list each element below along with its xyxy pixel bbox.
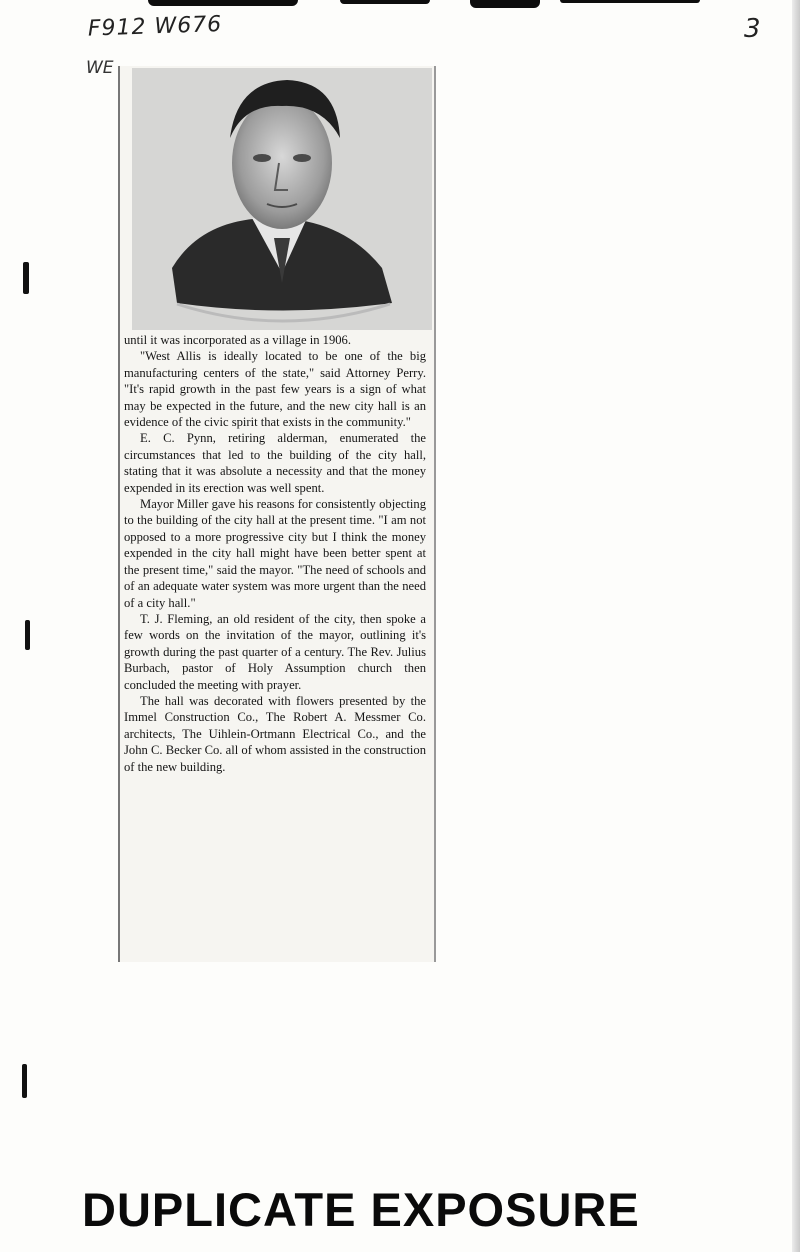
newspaper-clipping (118, 66, 436, 962)
article-paragraph: T. J. Fleming, an old resident of the city, then spoke a few words on the invitation of the mayor, outlining it's growth during the past quarter of a century. The Rev. Julius Burbach, pastor of Holy Assumption church then concluded the meeting with prayer. (124, 611, 426, 692)
article-paragraph: The hall was decorated with flowers presented by the Immel Construction Co., The Robert A. Messmer Co. architects, The Uihlein-Ortmann Electrical Co., and the John C. Becker Co. all of whom assisted in the construction of the new building. (124, 693, 426, 774)
portrait-image (132, 68, 432, 330)
handwritten-page-number: 3 (744, 14, 761, 44)
article-body (124, 332, 426, 775)
article-paragraph: until it was incorporated as a village in 1906. (124, 333, 351, 347)
handwritten-call-number: F912 W676 (87, 11, 223, 42)
clipping-edge (434, 66, 436, 962)
portrait-photo (132, 68, 432, 330)
margin-mark (22, 1064, 27, 1098)
scan-top-edge (0, 0, 800, 10)
clipping-edge (118, 66, 120, 962)
margin-mark (25, 620, 30, 650)
article-paragraph: E. C. Pynn, retiring alderman, enumerated the circumstances that led to the building of the city hall, stating that it was absolute a necessity and that the money expended in its erection was well spent. (124, 431, 426, 495)
scan-right-edge (792, 0, 800, 1252)
article-paragraph: "West Allis is ideally located to be one of the big manufacturing centers of the state," said Attorney Perry. "It's rapid growth in the past few years is a sign of what may be expected in the future, and the new city hall is an evidence of the civic spirit that exists in the community." (124, 349, 426, 430)
article-paragraph: Mayor Miller gave his reasons for consistently objecting to the building of the city hall at the present time. "I am not opposed to a more progressive city but I think the money expended in the city hall might have been better spent at the present time," said the mayor. "The need of schools and of an adequate water system was more urgent than the need of a city hall." (124, 497, 426, 610)
duplicate-exposure-stamp: DUPLICATE EXPOSURE (82, 1183, 640, 1236)
handwritten-initials: WE (86, 58, 114, 78)
margin-mark (23, 262, 29, 294)
